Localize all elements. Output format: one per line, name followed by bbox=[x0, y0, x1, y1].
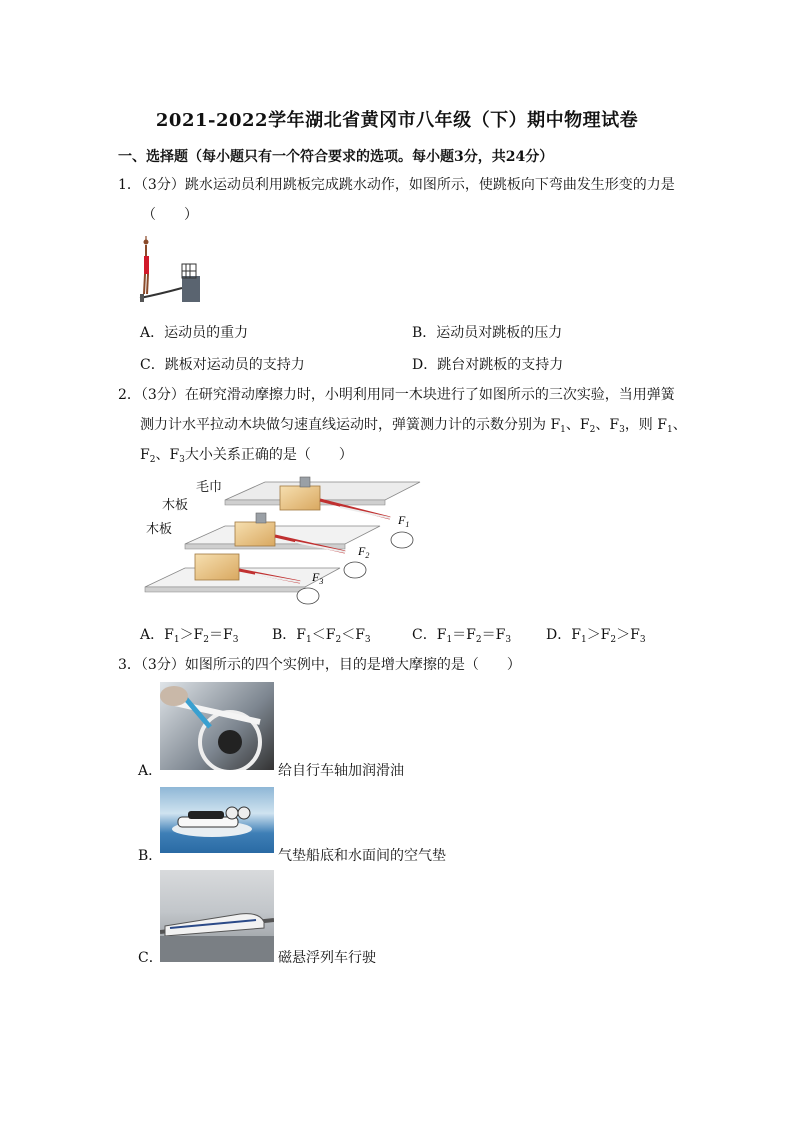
label-wood-1: 木板 bbox=[162, 498, 189, 513]
diver-body bbox=[144, 256, 149, 274]
friction-experiment-figure bbox=[140, 472, 440, 612]
hand-2 bbox=[344, 562, 366, 578]
block-1 bbox=[280, 486, 320, 510]
q3-option-c-letter: C． bbox=[138, 950, 163, 966]
q2-option-d: D．$F_1>F_2>F_3$ bbox=[546, 627, 646, 645]
q2-option-c: C．$F_1=F_2=F_3$ bbox=[412, 627, 512, 645]
label-towel: 毛巾 bbox=[196, 480, 223, 495]
bicycle-lubrication-photo bbox=[160, 682, 274, 770]
q3-option-a-letter: A． bbox=[138, 763, 163, 779]
q1-option-b: B．运动员对跳板的压力 bbox=[412, 325, 563, 341]
q1-option-a: A．运动员的重力 bbox=[140, 325, 249, 341]
towel-board bbox=[225, 482, 420, 500]
q1-line1: 1．（3分）跳水运动员利用跳板完成跳水动作，如图所示，使跳板向下弯曲发生形变的力是 bbox=[118, 177, 675, 193]
q2-line1: 2．（3分）在研究滑动摩擦力时，小明利用同一木块进行了如图所示的三次实验，当用弹簧 bbox=[118, 387, 675, 403]
hand-1 bbox=[391, 532, 413, 548]
weight-1 bbox=[300, 477, 310, 487]
block-3 bbox=[195, 554, 239, 580]
q3-option-c-caption: 磁悬浮列车行驶 bbox=[278, 950, 376, 966]
q3-option-a-caption: 给自行车轴加润滑油 bbox=[278, 763, 404, 779]
question-1-stem bbox=[118, 170, 678, 200]
q2-option-a: A．$F_1>F_2=F_3$ bbox=[140, 627, 239, 645]
hovercraft-photo bbox=[160, 787, 274, 853]
block-2 bbox=[235, 522, 275, 546]
q1-line2: （ ） bbox=[142, 207, 198, 223]
q2-option-b: B．$F_1<F_2<F_3$ bbox=[272, 627, 371, 645]
q1-option-c: C．跳板对运动员的支持力 bbox=[140, 357, 305, 373]
q1-option-d: D．跳台对跳板的支持力 bbox=[412, 357, 564, 373]
q2-line3: $F_2$、$F_3$大小关系正确的是（ ） bbox=[140, 447, 353, 465]
q2-line2: 测力计水平拉动木块做匀速直线运动时，弹簧测力计的示数分别为 $F_1$、$F_2$、$F_3$，则 $F_1$、 bbox=[140, 417, 687, 435]
wood-board-2 bbox=[185, 526, 380, 544]
q3-option-b-caption: 气垫船底和水面间的空气垫 bbox=[278, 848, 446, 864]
hand-3 bbox=[297, 588, 319, 604]
q3-stem: 3．（3分）如图所示的四个实例中，目的是增大摩擦的是（ ） bbox=[118, 657, 521, 673]
platform-base bbox=[182, 276, 200, 302]
diver-head bbox=[144, 240, 149, 245]
page-title: 2021-2022学年湖北省黄冈市八年级（下）期中物理试卷 bbox=[155, 110, 639, 131]
label-f3: $F_3$ bbox=[312, 570, 324, 586]
maglev-train-photo bbox=[160, 870, 274, 962]
label-f1: $F_1$ bbox=[398, 513, 410, 529]
diving-board-figure bbox=[134, 236, 204, 304]
section-heading: 一、选择题（每小题只有一个符合要求的选项。每小题3分，共24分） bbox=[118, 149, 554, 165]
label-wood-2: 木板 bbox=[146, 522, 173, 537]
weight-2 bbox=[256, 513, 266, 523]
q3-option-b-letter: B． bbox=[138, 848, 163, 864]
label-f2: $F_2$ bbox=[358, 544, 370, 560]
